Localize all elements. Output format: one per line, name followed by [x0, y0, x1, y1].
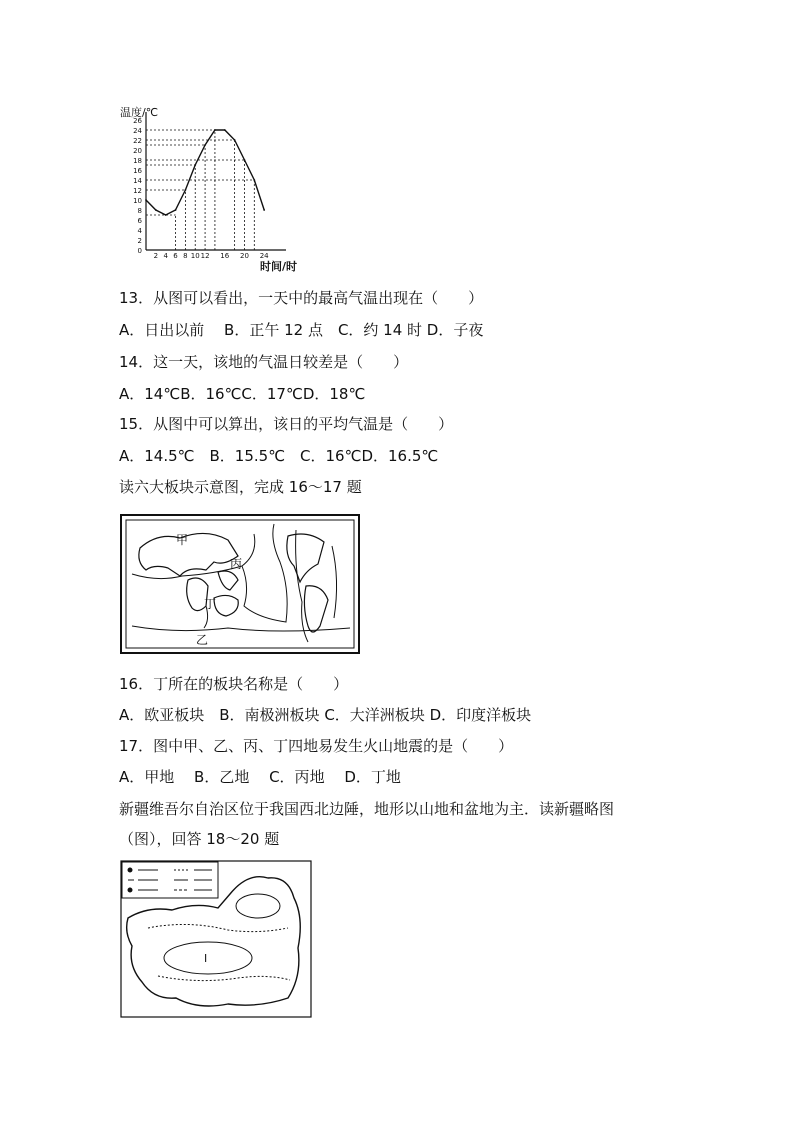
y-axis-label: 温度/℃: [120, 106, 159, 119]
x-tick-label: 12: [200, 252, 210, 260]
y-tick-label: 2: [137, 237, 142, 245]
y-tick-label: 8: [137, 207, 142, 215]
data-point: [204, 144, 206, 146]
data-point: [145, 199, 147, 201]
y-tick-label: 14: [133, 177, 142, 185]
x-tick-label: 20: [240, 252, 249, 260]
plate-map: [118, 510, 364, 658]
y-tick-label: 4: [137, 227, 142, 235]
label-ding: 丁: [204, 597, 217, 611]
y-tick-label: 0: [137, 247, 142, 255]
temperature-chart: [118, 100, 298, 272]
label-jia: 甲: [176, 533, 189, 547]
y-tick-label: 10: [133, 197, 142, 205]
x-tick-label: 16: [220, 252, 230, 260]
question-17: 17．图中甲、乙、丙、丁四地易发生火山地震的是（ ）: [119, 737, 514, 755]
data-point: [234, 139, 236, 141]
x-tick-label: 4: [163, 252, 168, 260]
y-tick-label: 18: [133, 157, 142, 165]
data-point: [253, 179, 255, 181]
x-tick-label: 24: [259, 252, 269, 260]
y-tick-label: 20: [133, 147, 142, 155]
y-tick-label: 26: [133, 117, 142, 125]
question-14: 14．这一天，该地的气温日较差是（ ）: [119, 353, 409, 371]
data-point: [175, 209, 177, 211]
data-point: [244, 159, 246, 161]
question-16-options: A．欧亚板块 B．南极洲板块 C．大洋洲板块 D．印度洋板块: [119, 706, 532, 724]
data-point: [165, 214, 167, 216]
data-point: [214, 129, 216, 131]
xinjiang-map: [118, 858, 316, 1020]
data-point: [263, 209, 265, 211]
x-tick-label: 6: [173, 252, 178, 260]
question-15-options: A．14.5℃ B．15.5℃ C．16℃D．16.5℃: [119, 447, 439, 465]
data-point: [155, 209, 157, 211]
question-14-options: A．14℃B．16℃C．17℃D．18℃: [119, 385, 366, 403]
basin-label: I: [204, 952, 208, 965]
y-tick-label: 16: [133, 167, 142, 175]
question-15: 15．从图中可以算出，该日的平均气温是（ ）: [119, 415, 454, 433]
data-point: [224, 129, 226, 131]
section-intro-plates: 读六大板块示意图，完成 16～17 题: [119, 478, 362, 496]
data-point: [194, 164, 196, 166]
y-tick-label: 6: [137, 217, 142, 225]
data-point: [184, 189, 186, 191]
y-tick-label: 24: [133, 127, 142, 135]
question-13-options: A．日出以前 B．正午 12 点 C．约 14 时 D．子夜: [119, 321, 484, 339]
x-tick-label: 10: [190, 252, 200, 260]
label-bing: 丙: [230, 557, 243, 571]
question-13: 13．从图可以看出，一天中的最高气温出现在（ ）: [119, 289, 484, 307]
label-yi: 乙: [196, 633, 209, 647]
section-intro-xinjiang-2: （图），回答 18～20 题: [119, 830, 280, 848]
question-17-options: A．甲地 B．乙地 C．丙地 D．丁地: [119, 768, 401, 786]
y-tick-label: 22: [133, 137, 142, 145]
x-axis-label: 时间/时: [260, 260, 298, 272]
x-tick-label: 8: [183, 252, 188, 260]
x-tick-label: 2: [153, 252, 159, 260]
question-16: 16．丁所在的板块名称是（ ）: [119, 675, 349, 693]
section-intro-xinjiang-1: 新疆维吾尔自治区位于我国西北边陲，地形以山地和盆地为主．读新疆略图: [119, 800, 615, 818]
y-tick-label: 12: [133, 187, 142, 195]
